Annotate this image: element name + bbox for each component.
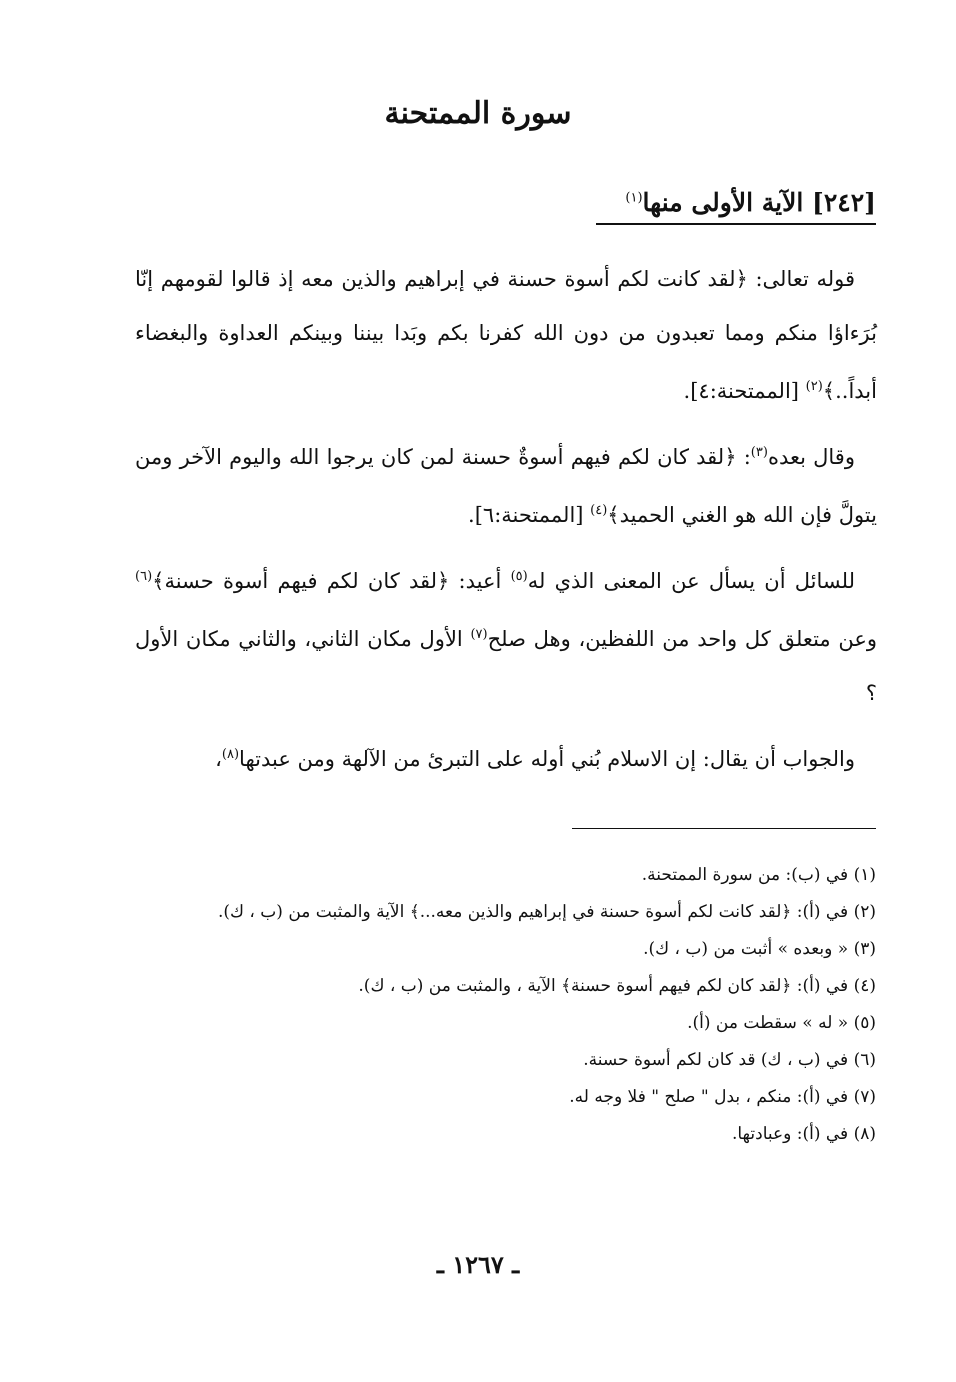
citation-text: [الممتحنة:٤]. [683,379,806,403]
paragraph [135,550,877,720]
paragraph-text: قوله تعالى: ﴿لقد كانت لكم أسوة حسنة في إبراهيم والذين معه إذ قالوا لقومهم إنّا بُرَءاؤا منكم ومما تعبدون من دون الله كفرنا بكم وبَدا بيننا وبينكم العداوة والبغضاء أبداً..﴾ [135,267,877,403]
paragraph [135,252,877,418]
footnote-ref: (٢) [805,379,823,394]
paragraph-text: ، [215,747,222,771]
main-text [135,252,877,794]
footnote-ref: (٤) [590,503,608,518]
footnote-separator [572,828,876,829]
footnote: (٤) في (أ): ﴿لقد كان لكم فيهم أسوة حسنة﴾ الآية ، والمثبت من (ب ، ك). [358,976,876,996]
paragraph [135,426,877,542]
footnote: (١) في (ب): من سورة الممتحنة. [641,865,876,885]
paragraph-text: وقال بعده [767,445,855,469]
paragraph-text: أعيد: ﴿لقد كان لكم فيهم أسوة حسنة﴾ [152,569,511,593]
footnote-ref: (١) [625,190,643,206]
citation-text: [الممتحنة:٦]. [468,503,591,527]
paragraph-text: للسائل أن يسأل عن المعنى الذي له [527,569,855,593]
footnote: (٦) في (ب ، ك) قد كان لكم أسوة حسنة. [583,1050,876,1070]
footnote-ref: (٣) [750,445,768,460]
verse-heading [596,188,876,225]
footnote-ref: (٥) [510,569,528,584]
paragraph-text: : ﴿لقد كان لكم فيهم أسوةٌ حسنة لمن كان يرجوا الله واليوم الآخر ومن يتولَّ فإن الله هو الغني الحميد﴾ [135,445,877,527]
footnote-ref: (٨) [221,747,240,762]
paragraph-text: الأول مكان الثاني، والثاني مكان الأول ؟ [135,627,877,705]
footnote-ref: (٦) [135,569,153,584]
paragraph-text: والجواب أن يقال: إن الاسلام بُني أوله على التبرئ من الآلهة ومن عبدتها [239,747,855,771]
verse-heading-text: [٢٤٢] الآية الأولى منها [642,188,876,217]
footnote: (٢) في (أ): ﴿لقد كانت لكم أسوة حسنة في إبراهيم والذين معه...﴾ الآية والمثبت من (ب ، ك). [217,902,876,922]
footnote: (٨) في (أ): وعبادتها. [731,1124,876,1144]
footnotes [131,857,876,1153]
surah-title: سورة الممتحنة [384,96,572,131]
footnote: (٧) في (أ): منكم ، بدل " صلح " فلا وجه له. [569,1087,876,1107]
footnote-ref: (٧) [470,627,488,642]
paragraph [135,728,877,786]
footnote: (٥) « له » سقطت من (أ). [687,1013,876,1033]
page-number: ـ ١٢٦٧ ـ [436,1250,520,1279]
footnote: (٣) « وبعده » أثبت من (ب ، ك). [643,939,876,959]
paragraph-text: وعن متعلق كل واحد من اللفظين، وهل صلح [487,627,878,651]
